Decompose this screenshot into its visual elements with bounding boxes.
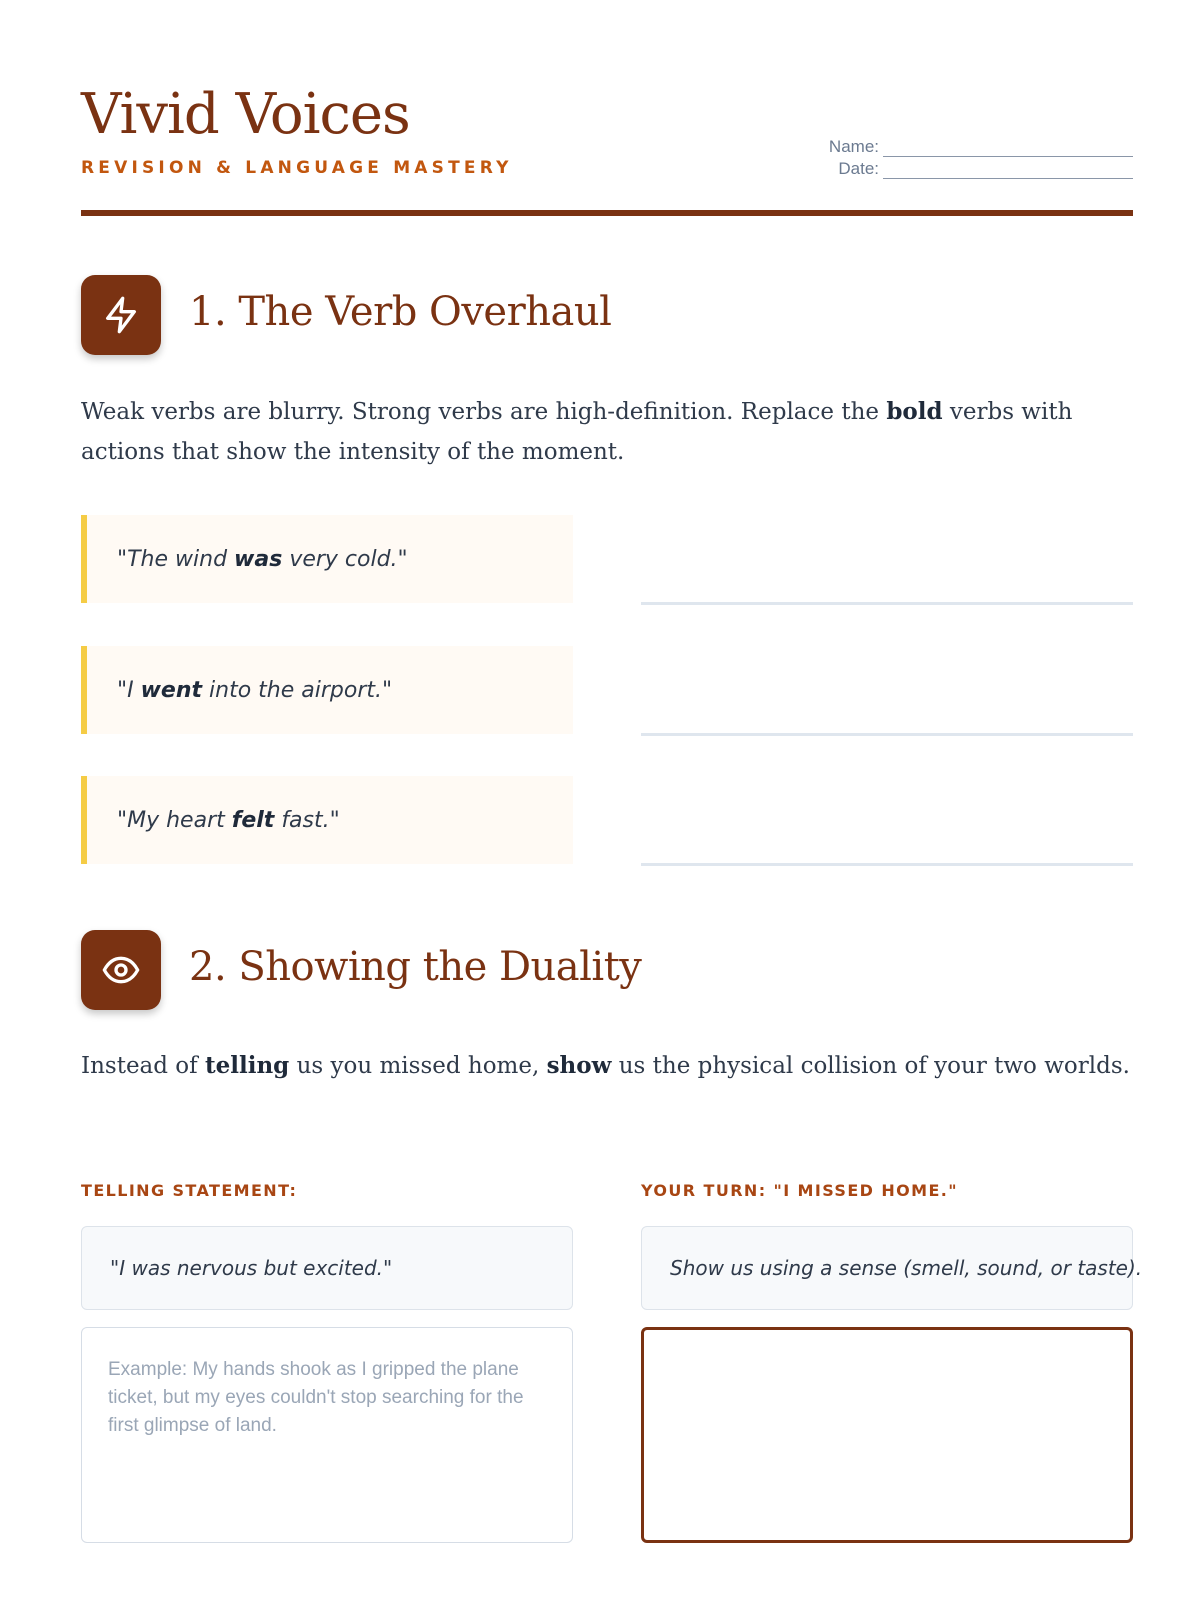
instructions-bold: show xyxy=(546,1052,612,1079)
name-row xyxy=(823,135,1133,157)
instructions-text: Instead of xyxy=(81,1053,205,1079)
sentence-text: very cold." xyxy=(289,546,408,572)
eye-icon xyxy=(81,930,161,1010)
telling-statement-prompt: "I was nervous but excited." xyxy=(81,1226,573,1310)
instructions-text: us you missed home, xyxy=(289,1053,547,1079)
answer-line[interactable] xyxy=(641,733,1133,736)
telling-statement-label: TELLING STATEMENT: xyxy=(81,1181,298,1200)
worksheet-page xyxy=(81,0,1143,1600)
weak-sentence xyxy=(81,776,573,864)
weak-verb: went xyxy=(140,677,203,703)
sentence-text: into the airport." xyxy=(209,677,393,703)
weak-sentence xyxy=(81,515,573,603)
sentence-text: "My heart xyxy=(117,807,225,833)
your-turn-label: YOUR TURN: "I MISSED HOME." xyxy=(641,1181,958,1200)
weak-verb: was xyxy=(234,546,283,572)
worksheet-title: Vivid Voices xyxy=(81,82,410,147)
date-line xyxy=(883,163,1133,179)
your-turn-prompt: Show us using a sense (smell, sound, or taste). xyxy=(641,1226,1133,1310)
instructions-bold: telling xyxy=(204,1052,290,1079)
worksheet-subtitle: REVISION & LANGUAGE MASTERY xyxy=(81,158,513,178)
instructions-text: verbs with actions that show the intensity of the moment. xyxy=(81,399,1073,465)
lightning-bolt-icon xyxy=(81,275,161,355)
verb-row xyxy=(81,776,1133,866)
weak-verb: felt xyxy=(231,807,275,833)
section-1-instructions xyxy=(81,392,1133,472)
weak-sentence xyxy=(81,646,573,734)
instructions-text: Weak verbs are blurry. Strong verbs are high-definition. Replace the xyxy=(81,399,887,425)
instructions-bold: bold xyxy=(886,398,943,425)
sentence-text: "I xyxy=(117,677,134,703)
sentence-text: "The wind xyxy=(117,546,228,572)
section-1-title: 1. The Verb Overhaul xyxy=(189,289,612,335)
date-label: Date: xyxy=(838,159,879,178)
instructions-text: us the physical collision of your two worlds. xyxy=(611,1053,1130,1079)
verb-row xyxy=(81,646,1133,736)
verb-row xyxy=(81,515,1133,605)
date-row xyxy=(823,157,1133,179)
example-answer-box: Example: My hands shook as I gripped the plane ticket, but my eyes couldn't stop searching for the first glimpse of land. xyxy=(81,1327,573,1543)
section-2-instructions xyxy=(81,1046,1133,1086)
answer-line[interactable] xyxy=(641,602,1133,605)
section-2-heading xyxy=(81,930,1133,1010)
section-1-heading xyxy=(81,275,1133,355)
section-2-title: 2. Showing the Duality xyxy=(189,944,642,990)
name-line xyxy=(883,141,1133,157)
name-label: Name: xyxy=(828,137,879,156)
header-divider xyxy=(81,210,1133,216)
answer-line[interactable] xyxy=(641,863,1133,866)
worksheet-header xyxy=(81,80,1133,212)
sentence-text: fast." xyxy=(281,807,340,833)
your-answer-box[interactable] xyxy=(641,1327,1133,1543)
name-date-block xyxy=(823,135,1133,179)
